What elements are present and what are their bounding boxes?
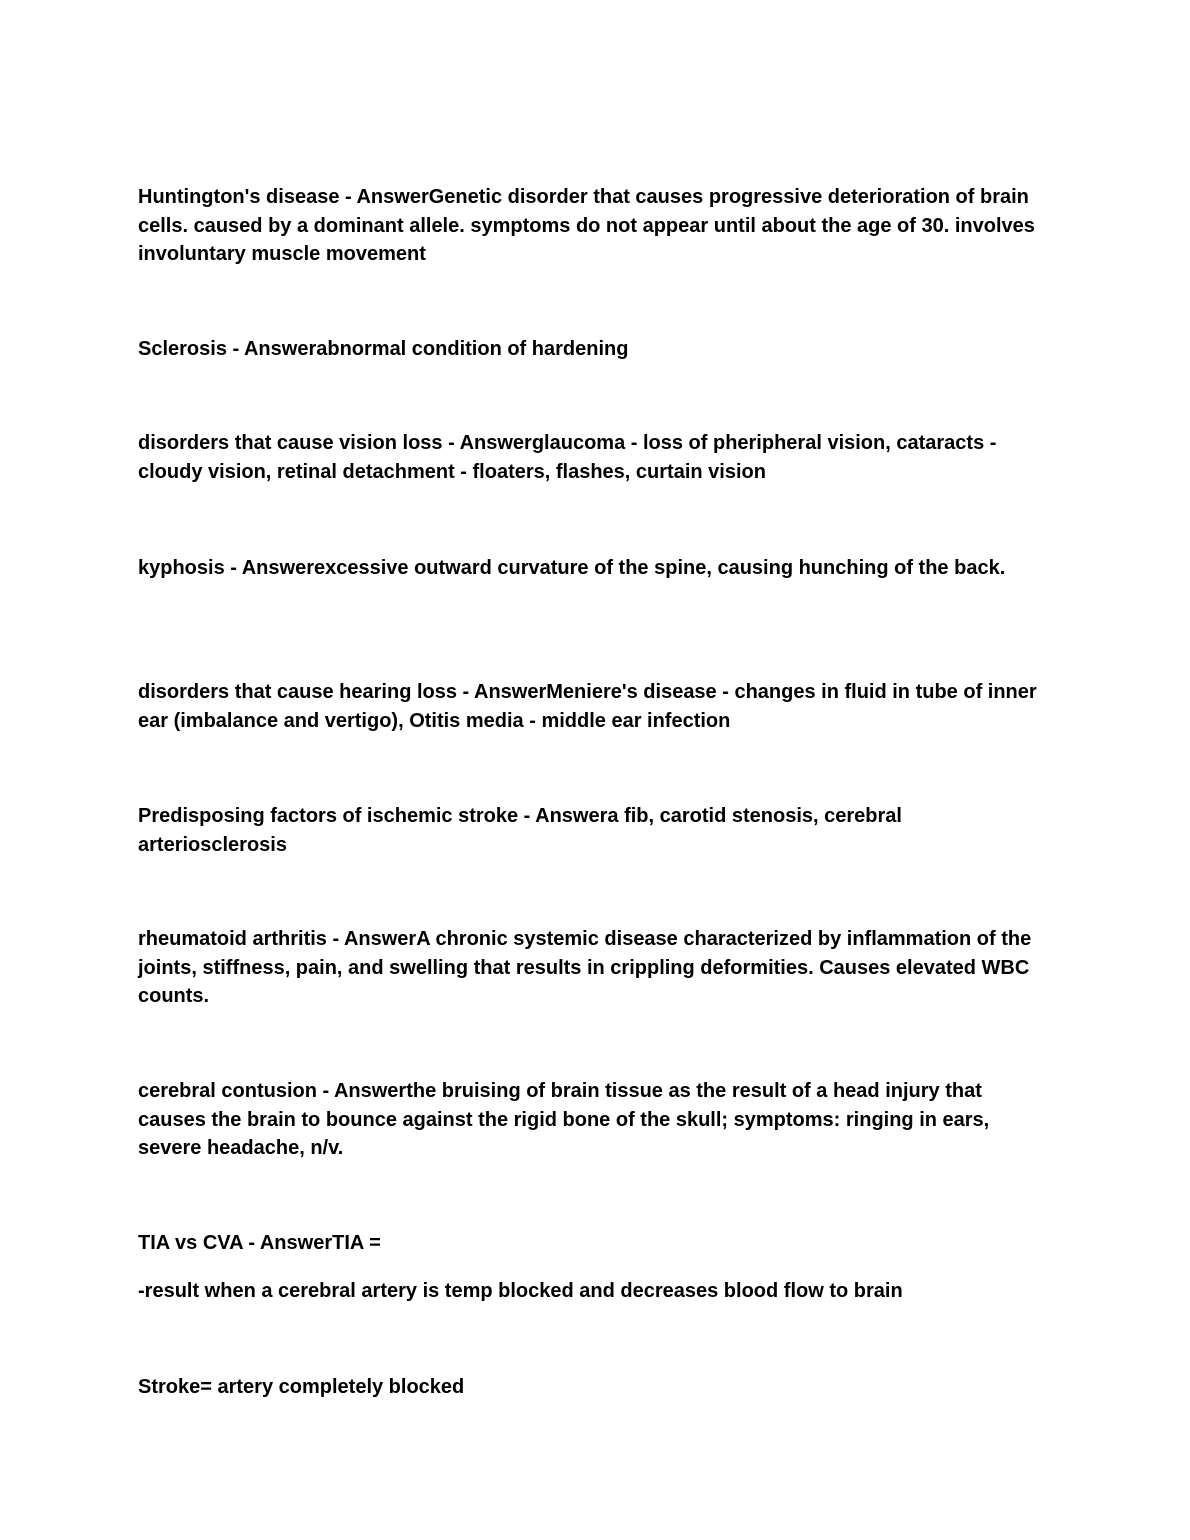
entry-vision-loss-disorders: disorders that cause vision loss - Answerglaucoma - loss of pheripheral vision, cataracts - cloudy vision, retinal detachment - floaters, flashes, curtain vision — [138, 432, 997, 483]
entry-stroke-definition: Stroke= artery completely blocked — [138, 1376, 465, 1398]
entry-huntingtons-disease: Huntington's disease - AnswerGenetic disorder that causes progressive deterioration of brain cells. caused by a dominant allele. symptoms do not appear until about the age of 30. involves involuntary muscle movement — [138, 186, 1035, 265]
entry-ischemic-stroke-factors: Predisposing factors of ischemic stroke - Answera fib, carotid stenosis, cerebral arteriosclerosis — [138, 805, 902, 856]
entry-hearing-loss-disorders: disorders that cause hearing loss - AnswerMeniere's disease - changes in fluid in tube of inner ear (imbalance and vertigo), Otitis media - middle ear infection — [138, 681, 1037, 732]
entry-cerebral-contusion: cerebral contusion - Answerthe bruising of brain tissue as the result of a head injury that causes the brain to bounce against the rigid bone of the skull; symptoms: ringing in ears, severe headache, n/v. — [138, 1080, 990, 1159]
entry-tia-definition: -result when a cerebral artery is temp blocked and decreases blood flow to brain — [138, 1280, 903, 1302]
entry-sclerosis: Sclerosis - Answerabnormal condition of hardening — [138, 338, 629, 360]
entry-tia-vs-cva: TIA vs CVA - AnswerTIA = — [138, 1232, 381, 1254]
entry-kyphosis: kyphosis - Answerexcessive outward curvature of the spine, causing hunching of the back. — [138, 557, 1006, 579]
entry-rheumatoid-arthritis: rheumatoid arthritis - AnswerA chronic systemic disease characterized by inflammation of the joints, stiffness, pain, and swelling that results in crippling deformities. Causes elevated WBC counts. — [138, 928, 1032, 1007]
